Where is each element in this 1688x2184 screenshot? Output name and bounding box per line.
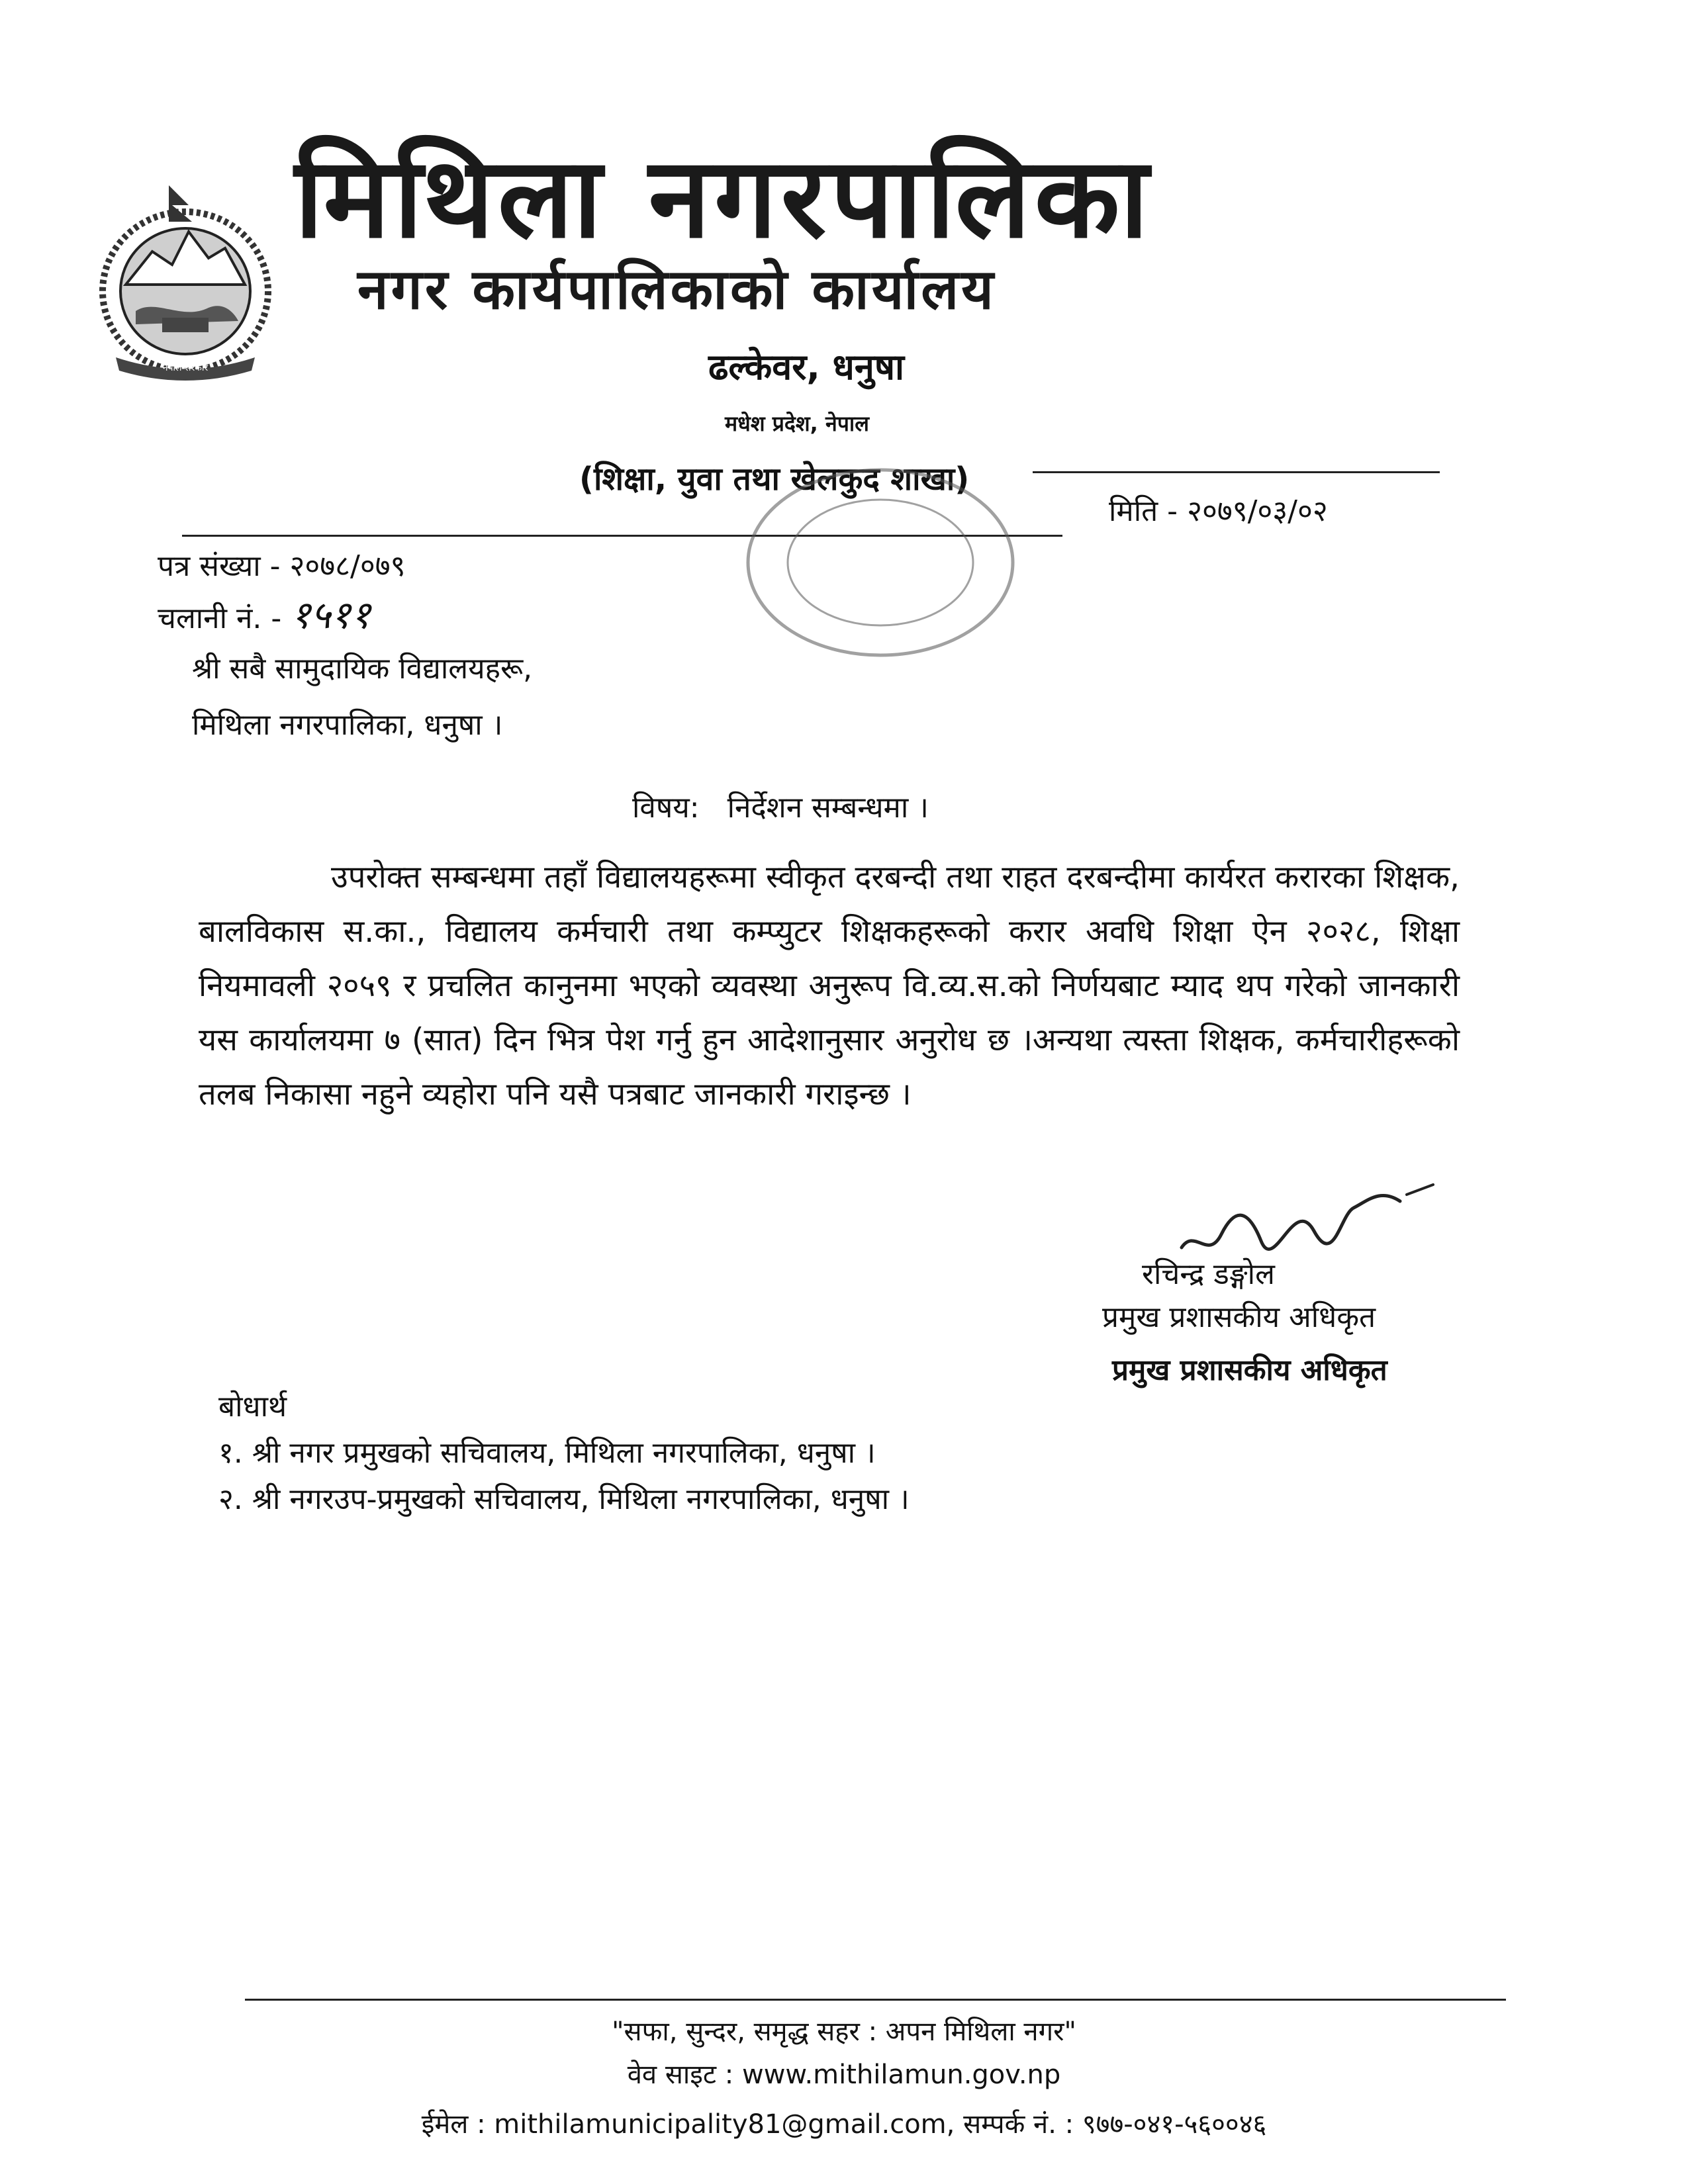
cc-item-2: २. श्री नगरउप-प्रमुखको सचिवालय, मिथिला नगरपालिका, धनुषा । — [218, 1482, 910, 1516]
signatory-name: रचिन्द्र डङ्गोल — [1142, 1257, 1275, 1291]
svg-text:नेपाल सरकार: नेपाल सरकार — [162, 363, 209, 373]
footer-slogan: "सफा, सुन्दर, समृद्ध सहर : अपन मिथिला नगर" — [612, 2017, 1076, 2047]
nepal-emblem-logo — [89, 179, 281, 384]
reference-label: पत्र संख्या - — [158, 549, 281, 583]
header-divider-right — [1033, 471, 1440, 473]
province-name: मधेश प्रदेश, नेपाल — [725, 411, 869, 436]
subject-line — [632, 791, 929, 826]
office-title: नगर कार्यपालिकाको कार्यालय — [357, 257, 996, 322]
letter-date — [1109, 490, 1328, 529]
cc-item-1: १. श्री नगर प्रमुखको सचिवालय, मिथिला नगरपालिका, धनुषा । — [218, 1436, 876, 1470]
signatory-stamp-title: प्रमुख प्रशासकीय अधिकृत — [1112, 1353, 1387, 1387]
office-address: ढल्केवर, धनुषा — [708, 346, 905, 388]
footer-divider — [245, 1999, 1506, 2001]
reference-value: २०७८/०७९ — [289, 549, 406, 583]
letter-body: उपरोक्त सम्बन्धमा तहाँ विद्यालयहरूमा स्वीकृत दरबन्दी तथा राहत दरबन्दीमा कार्यरत करारका शिक्षक, बालविकास स.का., विद्यालय कर्मचारी तथा कम्प्युटर शिक्षकहरूको करार अवधि शिक्षा ऐन २०२८, शिक्षा नियमावली २०५९ र प्रचलित कानुनमा भएको व्यवस्था अनुरूप वि.व्य.स.को निर्णयबाट म्याद थप गरेको जानकारी यस कार्यालयमा ७ (सात) दिन भित्र पेश गर्नु हुन आदेशानुसार अनुरोध छ ।अन्यथा त्यस्ता शिक्षक, कर्मचारीहरूको तलब निकासा नहुने व्यहोरा पनि यसै पत्रबाट जानकारी गराइन्छ । — [199, 859, 1460, 1113]
municipality-title: मिथिला नगरपालिका — [295, 133, 1153, 263]
cc-heading: बोधार्थ — [218, 1390, 287, 1424]
dispatch-value: १५११ — [291, 592, 371, 637]
date-label: मिति - — [1109, 494, 1178, 528]
subject-text: निर्देशन सम्बन्धमा । — [727, 791, 929, 825]
dispatch-number — [158, 592, 371, 639]
subject-label: विषय: — [632, 791, 700, 825]
section-name: (शिक्षा, युवा तथा खेलकुद शाखा) — [579, 461, 970, 498]
recipient-line-2: मिथिला नगरपालिका, धनुषा । — [192, 708, 503, 742]
recipient-line-1: श्री सबै सामुदायिक विद्यालयहरू, — [192, 652, 533, 686]
office-stamp — [741, 463, 1019, 662]
reference-number — [158, 549, 406, 584]
footer-contact: ईमेल : mithilamunicipality81@gmail.com, सम्पर्क नं. : ९७७-०४१-५६००४६ — [421, 2109, 1267, 2140]
footer-website: वेव साइट : www.mithilamun.gov.np — [627, 2060, 1061, 2090]
signatory-title: प्रमुख प्रशासकीय अधिकृत — [1102, 1300, 1376, 1334]
date-value: २०७९/०३/०२ — [1187, 494, 1328, 528]
dispatch-label: चलानी नं. - — [158, 602, 282, 635]
